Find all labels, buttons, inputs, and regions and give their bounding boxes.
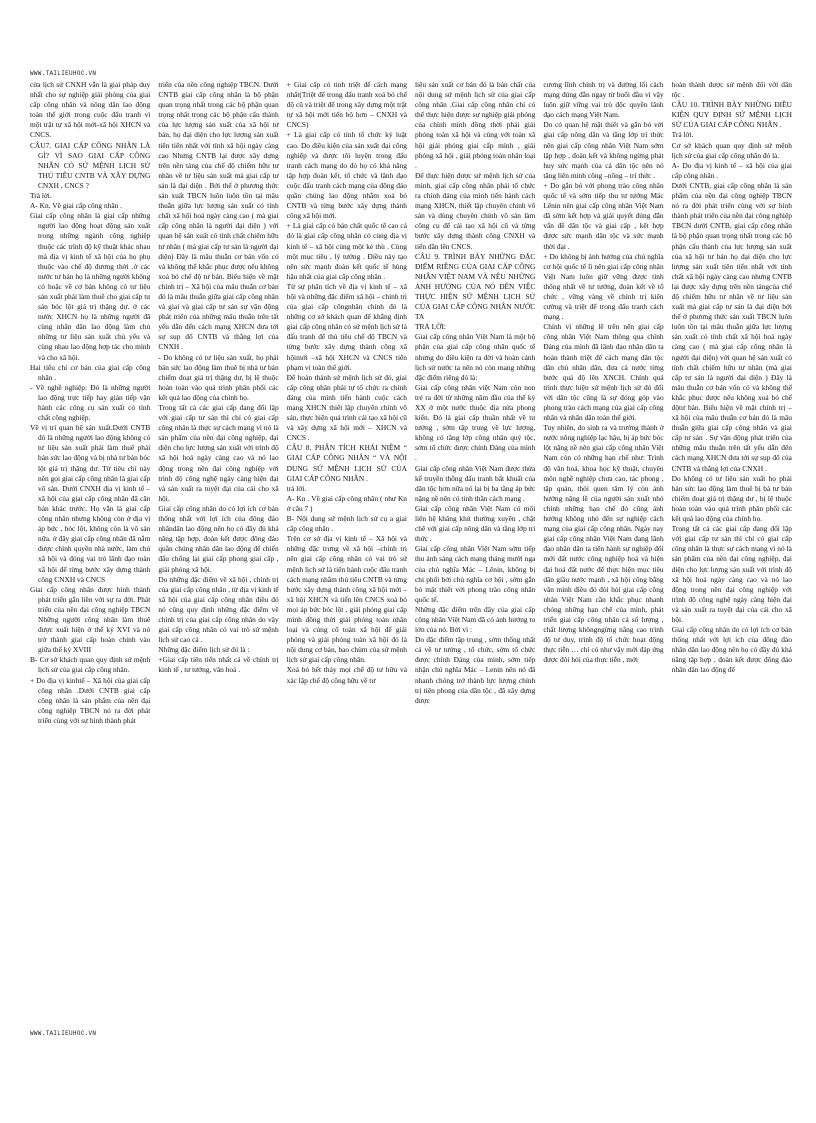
paragraph: trả lời.: [286, 483, 307, 493]
paragraph: Do đặc điểm tập trung , sớm thống nhất cả về tư tưởng , tổ chức, sớm tổ chức được chính Đảng của mình, sớm tiếp nhận chủ nghĩa Mác – Lenin nên nó đã nhanh chóng trở thành lực lượng chính trị tiên phong của dân tộc , đã xây dựng được: [414, 635, 536, 705]
column-2: [158, 80, 278, 1024]
section-heading: CÂU 10. TRÌNH BÀY NHỮNG ĐIỀU KIỆN QUY ĐỊNH SỨ MỆNH LỊCH SỬ CỦA GIAI CẤP CÔNG NHÂN .: [671, 100, 792, 130]
paragraph: Trả lời.: [671, 130, 694, 140]
section-heading: CÂU 9. TRÌNH BÀY NHỮNG ĐẶC ĐIỂM RIÊNG CỦA GIAI CẤP CÔNG NHÂN VIỆT NAM VÀ NÊU NHỮNG ẢNH HƯỞNG CỦA NÓ ĐẾN VIỆC THỰC HIỆN SỨ MỆNH LỊCH SỬ CỦA GIAI CẤP CÔNG NHÂN NƯỚC TA: [414, 251, 536, 322]
footer-watermark: WWW.TAILIEUHOC.VN: [30, 1030, 97, 1037]
paragraph: Do không có tư liệu sản xuất họ phải bán sức lao động làm thuê bị bà tư bản chiếm đoạt giá trị thặng dư , bị lệ thuộc hoàn toàn vào quá trình phân phối các kết quả lao động của chính họ.: [671, 473, 792, 524]
paragraph: Giai cấp công nhân do có lợi ích cơ bản thống nhất với lợi ích của đông đảo nhân dân lao động nên họ có đầy đủ khả năng tập hợp , đoàn kết được đông đảo nhân dân lao động để: [671, 625, 792, 675]
paragraph: +Giai cấp tiên tiến nhất cả về chính trị kinh tế , tư tưởng, văn hoá .: [158, 655, 279, 675]
paragraph: A- Do địa vị kinh tế – xã hội của giai cấp công nhân .: [671, 160, 792, 180]
paragraph: + Do địa vị kinhtế – Xã hội của giai cấp công nhân .Dưới CNTB giai cấp công nhân là sản phẩm của nền đại công nghiệp TBCN nó ra đời phát triển cùng với sự hình thành phát: [30, 675, 151, 725]
paragraph: Giai cấp công nhân Việt Nam sớm tiếp thu ánh sáng cách mạng tháng mười nga của chủ nghĩa Mác – Lênin, không bị chi phối bởi chủ nghĩa cơ hội , sớm gắn bó mật thiết với phong trào công nhân quốc tế.: [414, 544, 536, 604]
paragraph: Giai cấp công nhân được hình thành phát triển gắn liền với sự ra đời. Phát triển của nền đại công nghiệp TBCN Những người công nhân làm thuê được xuất hiện ở thế kỷ XVI và nó trở thành giai cấp hoàn chỉnh vào giữa thế kỷ XVIII: [30, 584, 151, 655]
paragraph: Những đặc điểm lịch sử đó là :: [158, 645, 250, 655]
paragraph: Xoá bỏ hết thảy mọi chế độ tư hữu và xác lập chế độ công hữu về tư: [286, 665, 407, 685]
paragraph: - Do không có tư liệu sản xuất, họ phải bán sức lao động làm thuê bị nhà tư bản chiếm đoạt giá trị thặng dư, bị lệ thuộc hoàn toàn vào quá trình phân phối các kết quả lao động của chính họ.: [158, 352, 279, 402]
paragraph: B- Cơ sở khách quan quy định sứ mệnh lịch sử của giai cấp công nhân.: [30, 655, 151, 675]
paragraph: + Do gắn bó với phong trào công nhân quốc tế và sớm tiếp thu tư tưởng Mác Lênin nên giai cấp công nhân Việt Nam đã sớm kết hợp và giải quyết đúng đắn vấn đề dân tộc và giai cấp , kết hợp được sức mạnh dân tộc và sức mạnh thời đại .: [543, 180, 664, 251]
column-6: [672, 80, 792, 1024]
paragraph: Trên cơ sở địa vị kinh tế – Xã hội và những đặc trưng về xã hội –chính trị nên giai cấp công nhân có vai trò sứ mệnh lịch sử là tiến hành cuộc đấu tranh cách mạng nhằm thủ tiêu CNTB và từng bước xây dựng thành công xã hội mới – xã hội XHCN và tiến lên CNCS xoá bỏ mọi áp bức bóc lột , giải phóng giai cấp mình đồng thời giải phóng toàn nhân loại và củng cố toàn xã hội để giải phóng và giải phóng toàn xã hội đó là nội dung cơ bản, bao chùm của sứ mệnh lịch sử giai cấp công nhân.: [286, 534, 407, 665]
paragraph: Do có quan hệ mật thiết và gắn bó với giai cấp nông dân và tầng lớp trí thức nên giai cấp công nhân Việt Nam sớm lập hợp , đoàn kết và không ngừng phát huy sức mạnh của cả dân tộc nên nó tăng liên minh công –nông – trí thức .: [543, 120, 664, 180]
paragraph: Giai cấp công nhân Việt Nam có mối liên hệ khăng khít thường xuyên , chặt chẽ với giai cấp nông dân và tầng lớp trí thức .: [414, 503, 536, 544]
column-1: [30, 80, 150, 1024]
paragraph: A- Kn. Về giai cấp công nhân .: [30, 201, 123, 211]
paragraph: Trong tất cả các giai cấp đang đối lập với giai cấp tư sản thì chỉ có giai cấp công nhân là thực sự cách mạng vì nó là sản phẩm của nền đại công nghiệp, đại diện cho lực lượng sản xuất với trình độ xã hội hoá ngày càng cao và nó lao động trong nền đại công nghiệp với trình độ công nghệ ngày càng hiện đại và sản xuất ra tuyệt đại của cải cho xã hội.: [158, 403, 279, 503]
paragraph: Để thực hiện được sứ mệnh lịch sử của mình, giai cấp công nhân phải tổ chức ra chính đảng của mình tiến hành cách mạng XHCN, thiết lập chuyên chính vô sản và dùng chuyên chính vô sản làm công cụ để cải tạo xã hội cũ và từng bước xây dựng thành công CNXH và tiến dần lên CNCS.: [414, 170, 536, 251]
section-heading: CÂU7. GIAI CẤP CÔNG NHÂN LÀ GÌ? VÌ SAO GIAI CẤP CÔNG NHÂN CÓ SỨ MỆNH LỊCH SỬ THỦ TIÊU CNTB VÀ XÂY DỰNG CNXH , CNCS ?: [30, 140, 151, 190]
paragraph: triển của nền công nghiệp TBCN. Dưới CNTB giai cấp công nhân là bộ phận quan trọng nhất trong các bộ phận quan trọng nhất trong các bộ phận cấu thành của lực lượng sản xuất của xã hội tư bản, họ đại diện cho lực lượng sản xuất tiên tiến nhất với tính xã hội ngày càng cao Nhưng CNTB lại được xây dựng trên nền tảng của chế độ chiếm hữu tư nhân về tư liệu sản xuất mà giai cấp tư sản là đại diện . Bởi thế ở phương thức sản xuất TBCN luôn luôn tồn tại mâu thuẫn giữa lực lượng sản xuất có tính chất xã hội hoá ngày càng cao ( mà giai cấp công nhân là người đại diện ) với quan hệ sản xuất có tính chất chiếm hữu tư nhân ( mà giai cấp tư sản là người đại diện) Đây là mâu thuẫn cơ bản vốn có và không thể khắc phục được nếu không xoá bỏ chế độ tư bản. Biểu hiện về mặt chính trị – Xã hội của mâu thuẫn cơ bản đó là mâu thuẫn giữa giai cấp công nhân và giai và giai cấp tư sản sự vận động phát triển của những mâu thuẫn trên tất yếu dẫn đến cách mạng XHCN đưa tới sự sụp đổ CNTB và thắng lợi của CNXH .: [158, 80, 279, 352]
paragraph: Tuy nhiên, do sinh ra và trưởng thành ở nước nông nghiệp lạc hậu, bị áp bức bóc lột nặng nề nên giai cấp công nhân Việt Nam còn có những hạn chế như: Trình độ văn hoá, khoa học kỹ thuật, chuyên môn nghề nghiệp chưa cao, tác phong , tập quán, thói quen tâm lý còn ảnh hưởng nặng lề của người sản xuất nhỏ chính những hạn chế đó cũng ảnh hưởng không nhỏ đến sự nghiệp cách mạng của giai cấp công nhân. Ngày nay giai cấp công nhân Việt Nam đang lãnh đạo nhân dân ta tiến hành sự nghiệp đổi mới đất nước công nghiệp hoá và hiện đại hoá đất nước để thực hiện mục tiêu dân giầu nước mạnh , xã hội công bằng văn minh điều đó đòi hỏi giai cấp công nhân Việt Nam cần khắc phục nhanh chóng những hạn chế của mình, phát triển giai cấp công nhân cả số lượng , chất lượng khôngngừng nâng cao trình độ tư duy, trình độ tổ chức hoạt động thực tiễn … chỉ có như vậy mới đáp ứng được đòi hỏi của thực tiễn , mới: [543, 423, 664, 665]
paragraph: Giai cấp công nhân Việt Nam được thừa kế truyền thống đấu tranh bất khuất của dân tộc hơn nữa nó lại bị ba tầng áp bức nặng nề nên có tinh thần cách mạng .: [414, 463, 536, 503]
paragraph: TRẢ LỜI:: [414, 322, 446, 332]
paragraph: Từ sự phân tích về địa vị kinh tế – xã hội và những đặc điểm xã hội – chính trị của giai cấp côngnhân chính đó là những cơ sở khách quan để khẳng định giai cấp công nhân có sứ mệnh lịch sử là đấu tranh để thủ tiêu chế độ TBCN và từng bước xây dựng thành công xã hộimới –xã hội XHCN và CNCS tiến phạm vi toàn thế giới.: [286, 281, 407, 372]
paragraph: hoàn thành được sứ mệnh đổi với dân tộc .: [671, 80, 792, 100]
paragraph: Trả lời.: [30, 191, 52, 201]
paragraph: Do những đặc điểm về xã hội , chính trị của giai cấp công nhân , từ địa vị kinh tế xã hội của giai cấp công nhân điều đó nó cũng quy định những đặc điểm về chính trị của giai cấp công nhân do vậy giai cấp công nhân có vai trò sứ mệnh lịch sử cao cả .: [158, 574, 279, 645]
paragraph: - Về nghề nghiệp: Đó là những người lao động trực tiếp hay gián tiếp vận hành các công cụ sản xuất có tính chất công nghiệp.: [30, 382, 151, 423]
paragraph: + Do không bị ảnh hưởng của chủ nghĩa cơ hội quốc tế lì nên giai cấp công nhân Việt Nam luôn giữ vững được tính thống nhất về tư tưởng, đoàn kết về tổ chức , vững vàng về chính trị kiên cường và triệt để trong đấu tranh cách mạng .: [543, 251, 664, 322]
paragraph: Cơ sở khách quan quy định sứ mệnh lịch sử của giai cấp công nhân đó là.: [671, 140, 792, 160]
header-watermark: WWW.TAILIEUHOC.VN: [30, 70, 97, 77]
paragraph: liệu sản xuất cơ bản đó là bản chất của nội dung sứ mệnh lịch sử của giai cấp công nhân .Giai cấp công nhân chỉ có thể thực hiện được sự nghiệp giải phóng của chính mình đồng thời phải giải phóng toàn xã hội và cùng với toàn xã hội giải phóng giai cấp mình , giải phóng xã hội , giải phóng toàn nhân loại .: [414, 80, 536, 170]
paragraph: Giai cấp công nhân Việt Nam là một bộ phận của giai cấp công nhân quốc tế nhưng do điều kiện ra đời và hoàn cảnh lịch sử nước ta nên nó còn mang những đặc điểm riêng đó là:: [414, 332, 536, 382]
paragraph: Những đặc điểm trên đây của giai cấp công nhân Việt Nam đã có ảnh hưởng to lớn của nó. Bởi vì :: [414, 604, 536, 635]
paragraph: cửa lịch sử CNXH vẫn là giai pháp duy nhất cho sự nghiệp giải phóng của giai cấp công nhân và nông dân lao động toàn thế giới trong cuộc đấu tranh vì một trật tự xã hội mới-xã hội XHCN và CNCS.: [30, 80, 151, 140]
paragraph: Về vị trí quan hệ sản xuất.Dưới CNTB đó là những người lao động không có tư liệu sản xuất phải làm thuê phải bán sức lao động và bị nhà tư bản bóc lột giá trị thặng dư. Từ tiêu chí này nên gọi giai cấp công nhân là giai cấp vô sản. Dưới CNXH địa vị kinh tế – xã hội của giai cấp công nhân đã căn bản khác trước. Họ vẫn là giai cấp công nhân nhưng không còn ở địa vị áp bức , bóc lột, không còn là vô sản nữa. ở đây giai cấp công nhân đã nắm được chính quyền nhà nước, làm chủ xã hội và đóng vai trò lãnh đạo toàn xã hội để từng bước xây dựng thành công CNXH và CNCS: [30, 423, 151, 584]
paragraph: Giai cấp công nhân là giai cấp những người lao động hoạt động sản xuất trong những ngành công nghiệp thuộc các trình độ kỹ thuật khác nhau mà địa vị kinh tế xã hội của họ phụ thuộc vào chế độ đương thời .ở các nước tư bản họ là những người không có hoặc về cơ bản không có tư liệu sản xuất phải làm thuê cho giai cấp tư sản bóc lột giá trị thặng dư. ở các nước XHCN họ là những người đã cùng nhân dân lao động làm chủ những tư liệu sản xuất chủ yếu và cùng nhau lao động hợp tác cho mình và cho xã hội.: [30, 211, 151, 362]
column-4: [415, 80, 535, 1024]
paragraph: + Giai cấp có tinh triệt để cách mạng nhất(Triệt để trong đấu tranh xoá bỏ chế độ cũ và triệt để trong xây dựng một trật tự xã hội mới tiến bộ hơn – CNXH và CNCS): [286, 80, 407, 130]
paragraph: Hai tiêu chí cơ bản của giai cấp công nhân .: [30, 362, 151, 382]
section-heading: CÂU 8. PHÂN TÍCH KHÁI NIỆM “ GIAI CẤP CÔNG NHÂN “ VÀ NỘI DUNG SỨ MỆNH LỊCH SỬ CỦA GIAI CẤP CÔNG NHÂN .: [286, 443, 407, 483]
paragraph: Chính vì những lẽ trên nên giai cấp công nhân Việt Nam thông qua chính Đảng của mình đã lãnh đạo nhân dân ta hoàn thành triệt để cách mạng dân tộc dân chủ nhân dân, đưa cả nước từng bước quá độ lên XNCH. Chính quá trình thực hiện sứ mệnh lịch sử đó đối với dân tộc cũng là sự đóng góp vào phong trào cách mạng của giai cấp công nhân và nhân dân toàn thế giới.: [543, 322, 664, 423]
column-5: [543, 80, 663, 1024]
paragraph: + Là giai cấp có tính tổ chức kỷ luật cao. Do điều kiện của sản xuất đại công nghiệp và được tôi luyện trong đấu tranh cách mạng do đó họ có khả năng tập hợp đoàn kết, tổ chức và lãnh đạo cuộc đấu tranh cách mạng của đông đảo quần chúng lao động nhằm xoá bỏ CNTB và từng bước xây dựng thành công xã hội mới.: [286, 130, 407, 221]
text-columns: [30, 80, 792, 1024]
paragraph: Để hoàn thành sứ mệnh lịch sử đó, giai cấp công nhân phải tự tổ chức ra chính đảng của mình tiến hành cuộc cách mạng XHCN thiết lập chuyên chính vô sản, thực hiện quá trình cải tạo xã hội cũ và xây dựng xã hội mới – XHCN và CNCS .: [286, 372, 407, 443]
paragraph: Trong tất cả các giai cấp đang đối lập với giai cấp tư sản thì chỉ có giai cấp công nhân là thực sự cách mạng vì nó là sản phẩm của nền đại công nghiệp, đại diện cho lực lượng sản xuất với trình độ xã hội hoá ngày càng cao và nó lao động trong nền đại công nghiệp với trình độ công nghệ ngày càng hiện đại và sản xuất ra tuyệt đại của cải cho xã hội.: [671, 524, 792, 624]
paragraph: cương lĩnh chính trị và đường lối cách mạng đúng đắn ngay từ buổi đầu vì vậy luôn giữ vững vai trò độc quyền lãnh đạo cách mạng Việt Nam.: [543, 80, 664, 120]
paragraph: + Là giai cấp có bản chất quốc tế cao cả đó là giai cấp công nhân có cùng địa vị kinh tế – xã hội cùng một kẻ thù . Cùng một mục tiêu , lý tưởng . Điều này tạo nên sức mạnh đoàn kết quốc tế hùng hậu nhất của giai cấp công nhân .: [286, 221, 407, 281]
paragraph: A- Kn . Về giai cấp công nhân ( như Kn ở câu 7 ): [286, 493, 407, 513]
paragraph: Giai cấp công nhân việt Nam còn non trẻ ra đời từ những năm đầu của thế kỷ XX ở một nước thuộc địa nửa phong kiến. Đó là giai cấp thuần nhất về tư tưởng , sớm tập trung về lực lượng, không có tầng lớp công nhân quý tộc, sớm tổ chức được chính Đảng của mình .: [414, 382, 536, 463]
column-3: [287, 80, 407, 1024]
paragraph: Giai cấp công nhân do có lợi ích cơ bản thống nhất với lợi ích của đông đảo nhândân lao động nên họ có đầy đủ khả năng tập hợp, đoàn kết được đông đảo quần chúng nhân dân lao động để chiến đấu chống lại giai cấp phong giai cấp , giải phóng xã hội.: [158, 503, 279, 574]
paragraph: B- Nội dung sứ mệnh lịch sử cụ a giai cấp công nhân .: [286, 514, 407, 534]
paragraph: Dưới CNTB, giai cấp công nhân là sản phẩm của nền đại công nghiệp TBCN nó ra đời phát triển cùng với sự hình thành phát triển của nền đại công nghiệp TBCN dưới CNTB, giai cấp công nhân là bộ phận quan trọng nhất trong các bộ phận cấu thành của lực lượng sản xuất của xã hội tư bản họ đại diện cho lực lượng sản xuất tiên tiến nhất với tính chất xã hội ngày càng cao nhưng CNTB lại được xây dựng trên nền tảngcủa chế độ chiếm hữu tư nhân về tư liệu sản xuất mà giai cấp tư sản là đại diện bởi thế ở phương thức sản xuất TBCN luôn luôn tồn tại mâu thuẫn giữa lực lượng sản xuất có tính chất xã hội hoá ngày càng cao ( mà giai cấp công nhân là người đại diện) với quan hệ sản xuất có tính chất chiếm hữu tư nhân (mà giai cấp tư sản là người đại diện ) Đây là mâu thuẫn cơ bản vốn có và không thể khắc phục được nếu không xoá bỏ chế độtư bản. Biểu hiện về mặt chính trị – xã hội của mâu thuẫn cơ bản đó là mâu thuẫn giữa giai cấp công nhân và giai cấp tư sản . Sự vận động phát triển của những mâu thuẫn trên tất yếu dẫn đến cách mạng XHCN đưa tới sự sụp đổ của CNTB và thắng lợi của CNXH .: [671, 180, 792, 473]
